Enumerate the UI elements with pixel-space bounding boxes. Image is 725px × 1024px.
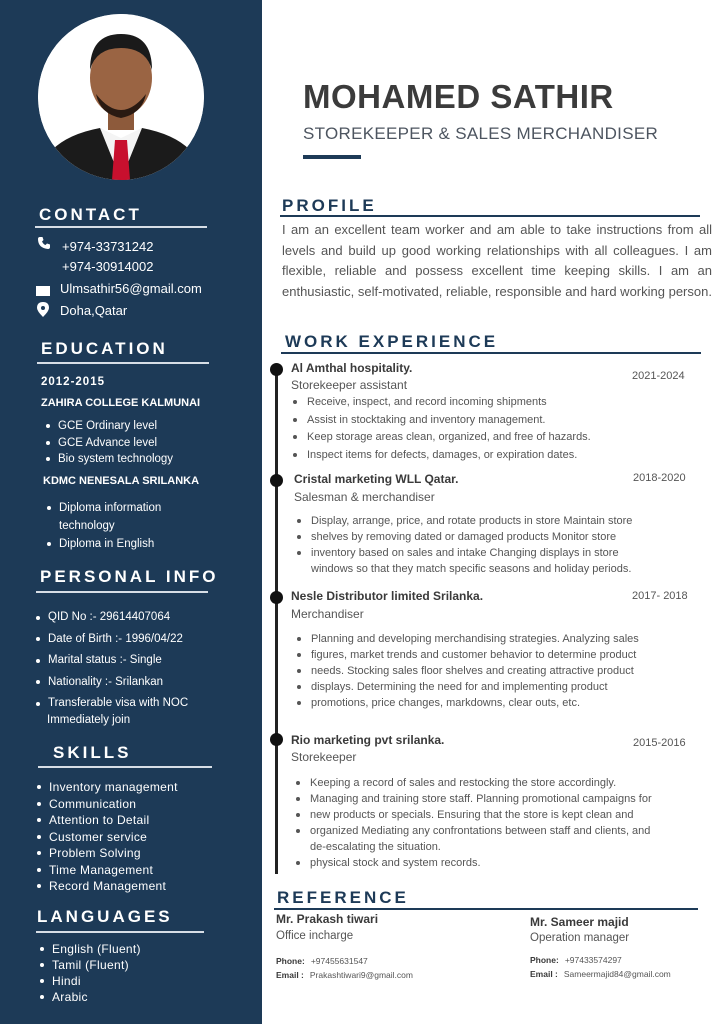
- list-item: Assist in stocktaking and inventory management.: [291, 412, 591, 430]
- list-item-continued: [47, 517, 161, 535]
- job-dates: 2015-2016: [633, 737, 686, 749]
- languages-heading: LANGUAGES: [37, 907, 173, 926]
- reference-phone: [276, 956, 368, 966]
- list-item: Receive, inspect, and record incoming shipments: [291, 394, 591, 412]
- title-accent-bar: [303, 155, 361, 159]
- list-item: Customer service: [37, 829, 178, 846]
- job-dates: 2018-2020: [633, 472, 686, 484]
- profile-heading: PROFILE: [282, 196, 377, 215]
- job-duties: [294, 775, 652, 871]
- timeline-dot: [270, 591, 283, 604]
- list-item: Diploma information: [47, 499, 161, 517]
- reference-phone-value: +97433574297: [564, 955, 622, 965]
- job-role: Merchandiser: [291, 607, 364, 621]
- list-item: GCE Advance level: [46, 435, 173, 452]
- job-role: Storekeeper assistant: [291, 378, 408, 392]
- reference-divider: [274, 908, 698, 910]
- list-item: Planning and developing merchandising strategies. Analyzing sales: [295, 631, 639, 647]
- list-item: Problem Solving: [37, 845, 178, 862]
- portrait-illustration: [38, 14, 204, 180]
- reference-name: Mr. Sameer majid: [530, 915, 629, 929]
- list-item: QID No :- 29614407064: [36, 607, 188, 629]
- reference-role: Operation manager: [530, 932, 630, 944]
- reference-phone: [530, 955, 622, 965]
- job-role: Storekeeper: [291, 750, 357, 764]
- timeline-dot: [270, 733, 283, 746]
- personal-info-divider: [36, 591, 208, 593]
- list-item-text: de-escalating the situation.: [310, 841, 441, 853]
- list-item: Diploma in English: [47, 535, 161, 553]
- timeline-dot: [270, 363, 283, 376]
- job-role: Salesman & merchandiser: [294, 490, 435, 504]
- languages-divider: [36, 931, 204, 933]
- list-item: inventory based on sales and intake Changing displays in store: [295, 545, 632, 561]
- phone-label: Phone:: [276, 956, 305, 966]
- education-divider: [37, 362, 209, 364]
- profile-photo: [38, 14, 204, 180]
- skills-list: [37, 779, 178, 895]
- list-item: Attention to Detail: [37, 812, 178, 829]
- contact-location: Doha,Qatar: [60, 303, 128, 318]
- list-item: Nationality :- Srilankan: [36, 672, 188, 694]
- profile-text: I am an excellent team worker and am able to take instructions from all levels and build up good working relationships with all colleagues. I am flexible, reliable and possess excellent time keeping skills. I am an enthusiastic, self-motivated, reliable, responsible and hard working person.: [282, 222, 712, 299]
- profile-divider: [280, 215, 700, 217]
- contact-divider: [35, 226, 207, 228]
- list-item-continued: [294, 839, 652, 855]
- list-item: Keeping a record of sales and restocking the store accordingly.: [294, 775, 652, 791]
- education-institute: KDMC NENESALA SRILANKA: [43, 475, 200, 487]
- job-company: Rio marketing pvt srilanka.: [291, 733, 445, 747]
- list-item: displays. Determining the need for and implementing product: [295, 679, 639, 695]
- skills-divider: [38, 766, 212, 768]
- list-item: Managing and training store staff. Planning promotional campaigns for: [294, 791, 652, 807]
- contact-heading: CONTACT: [39, 205, 142, 224]
- reference-name: Mr. Prakash tiwari: [276, 912, 379, 926]
- skills-heading: SKILLS: [53, 743, 132, 762]
- list-item: shelves by removing dated or damaged products Monitor store: [295, 529, 632, 545]
- reference-email: [530, 969, 671, 979]
- list-item: Communication: [37, 796, 178, 813]
- list-item: Keep storage areas clean, organized, and free of hazards.: [291, 429, 591, 447]
- list-item: Bio system technology: [46, 451, 173, 468]
- contact-phone-1: +974-33731242: [62, 239, 154, 254]
- education-institute-list: [47, 499, 161, 553]
- job-dates: 2021-2024: [632, 370, 685, 382]
- reference-email: [276, 970, 413, 980]
- list-item: Display, arrange, price, and rotate products in store Maintain store: [295, 513, 632, 529]
- candidate-title: STOREKEEPER & SALES MERCHANDISER: [303, 124, 659, 143]
- list-item: Hindi: [40, 973, 141, 989]
- work-experience-heading: WORK EXPERIENCE: [285, 332, 499, 351]
- list-item: promotions, price changes, markdowns, clear outs, etc.: [295, 695, 639, 711]
- reference-role: Office incharge: [276, 930, 354, 942]
- email-label: Email :: [276, 970, 304, 980]
- reference-email-value: Prakashtiwari9@gmail.com: [309, 970, 413, 980]
- list-item: Inventory management: [37, 779, 178, 796]
- job-dates: 2017- 2018: [632, 590, 688, 602]
- sidebar: [0, 0, 262, 1024]
- reference-phone-value: +97455631547: [310, 956, 368, 966]
- job-duties: [291, 394, 591, 464]
- list-item: Date of Birth :- 1996/04/22: [36, 629, 188, 651]
- education-school: ZAHIRA COLLEGE KALMUNAI: [41, 397, 201, 409]
- work-experience-divider: [281, 352, 701, 354]
- education-years: 2012-2015: [41, 376, 105, 388]
- list-item: Arabic: [40, 989, 141, 1005]
- list-item: needs. Stocking sales floor shelves and creating attractive product: [295, 663, 639, 679]
- job-company: Cristal marketing WLL Qatar.: [294, 472, 459, 486]
- contact-phone-2: +974-30914002: [62, 259, 154, 274]
- reference-heading: REFERENCE: [277, 888, 409, 907]
- education-heading: EDUCATION: [41, 339, 168, 358]
- list-item-continued: [295, 561, 632, 577]
- list-item-text: windows so that they match specific seasons and holiday periods.: [311, 563, 632, 575]
- list-item: physical stock and system records.: [294, 855, 652, 871]
- list-item: new products or specials. Ensuring that the store is kept clean and: [294, 807, 652, 823]
- contact-email: Ulmsathir56@gmail.com: [60, 281, 202, 296]
- personal-info-list: [36, 607, 188, 715]
- job-company: Nesle Distributor limited Srilanka.: [291, 589, 484, 603]
- candidate-name: MOHAMED SATHIR: [303, 78, 614, 115]
- education-school-list: [46, 418, 173, 468]
- list-item: Transferable visa with NOC: [36, 693, 188, 715]
- list-item: Time Management: [37, 862, 178, 879]
- job-duties: [295, 513, 632, 577]
- list-item-text: technology: [59, 520, 115, 532]
- mail-icon: [36, 283, 50, 301]
- list-item: English (Fluent): [40, 941, 141, 957]
- personal-info-extra: Immediately join: [47, 714, 131, 726]
- list-item: GCE Ordinary level: [46, 418, 173, 435]
- personal-info-heading: PERSONAL INFO: [40, 567, 219, 586]
- list-item: figures, market trends and customer behavior to determine product: [295, 647, 639, 663]
- job-company: Al Amthal hospitality.: [291, 361, 413, 375]
- job-duties: [295, 631, 639, 711]
- list-item: Inspect items for defects, damages, or expiration dates.: [291, 447, 591, 465]
- list-item: Tamil (Fluent): [40, 957, 141, 973]
- location-pin-icon: [37, 302, 49, 322]
- languages-list: [40, 941, 141, 1005]
- list-item: organized Mediating any confrontations between staff and clients, and: [294, 823, 652, 839]
- list-item: Record Management: [37, 878, 178, 895]
- reference-email-value: Sameermajid84@gmail.com: [563, 969, 671, 979]
- timeline-dot: [270, 474, 283, 487]
- timeline-line: [275, 368, 278, 874]
- list-item: Marital status :- Single: [36, 650, 188, 672]
- phone-label: Phone:: [530, 955, 559, 965]
- phone-icon: [37, 236, 51, 255]
- email-label: Email :: [530, 969, 558, 979]
